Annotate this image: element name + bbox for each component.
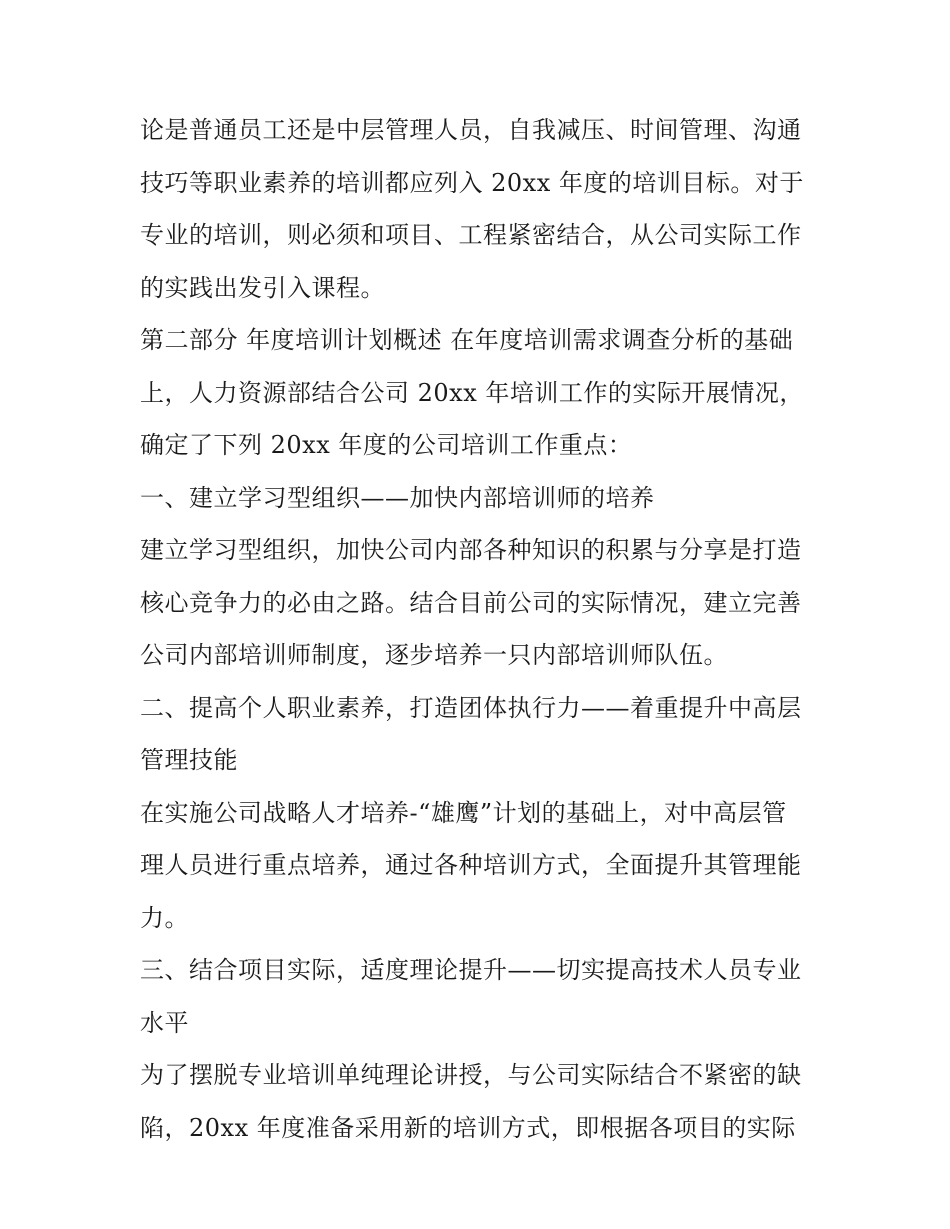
body-text-line: 专业的培训，则必须和项目、工程紧密结合，从公司实际工作 xyxy=(140,221,802,249)
body-text-line: 确定了下列 20xx 年度的公司培训工作重点： xyxy=(140,431,633,459)
body-text-line: 理人员进行重点培养，通过各种培训方式，全面提升其管理能 xyxy=(140,851,802,879)
body-text-line: 公司内部培训师制度，逐步培养一只内部培训师队伍。 xyxy=(140,641,728,669)
section-heading-1: 一、建立学习型组织——加快内部培训师的培养 xyxy=(140,483,655,512)
body-text-line: 建立学习型组织，加快公司内部各种知识的积累与分享是打造 xyxy=(140,536,802,564)
body-text-line: 为了摆脱专业培训单纯理论讲授，与公司实际结合不紧密的缺 xyxy=(140,1061,802,1089)
body-text-line: 的实践出发引入课程。 xyxy=(140,273,385,302)
section-heading-2: 二、提高个人职业素养，打造团体执行力——着重提升中高层 xyxy=(140,693,802,722)
body-text-line: 陷，20xx 年度准备采用新的培训方式，即根据各项目的实际 xyxy=(140,1113,796,1142)
body-text-line: 上，人力资源部结合公司 20xx 年培训工作的实际开展情况， xyxy=(140,378,804,407)
body-text-line: 技巧等职业素养的培训都应列入 20xx 年度的培训目标。对于 xyxy=(140,168,804,197)
body-text-line: 在实施公司战略人才培养-“雄鹰”计划的基础上，对中高层管 xyxy=(140,798,787,827)
document-body xyxy=(140,104,820,1154)
body-text-line: 核心竞争力的必由之路。结合目前公司的实际情况，建立完善 xyxy=(140,588,802,617)
body-text-line: 力。 xyxy=(140,903,189,932)
body-text-line: 第二部分 年度培训计划概述 在年度培训需求调查分析的基础 xyxy=(140,326,794,354)
section-heading-3: 三、结合项目实际，适度理论提升——切实提高技术人员专业 xyxy=(140,956,802,984)
section-heading-3-cont: 水平 xyxy=(140,1008,189,1037)
body-text-line: 论是普通员工还是中层管理人员，自我减压、时间管理、沟通 xyxy=(140,116,802,144)
section-heading-2-cont: 管理技能 xyxy=(140,746,238,774)
